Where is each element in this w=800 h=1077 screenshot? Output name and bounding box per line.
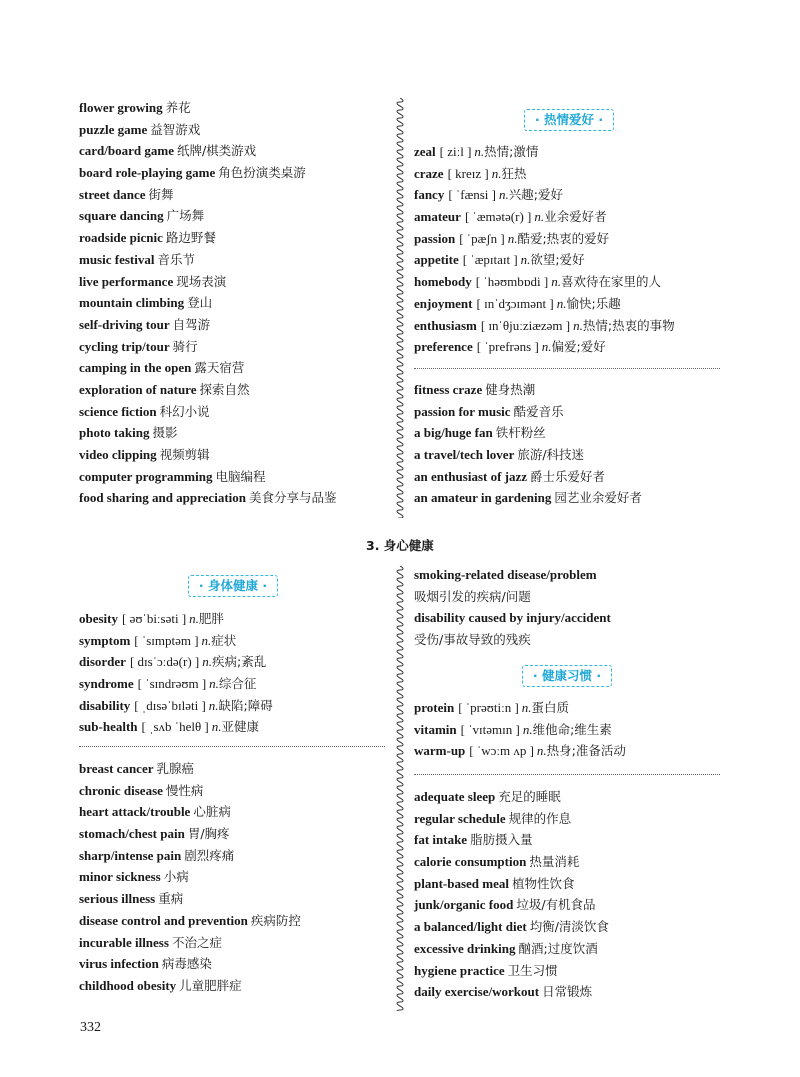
dotted-divider	[414, 774, 720, 775]
phrase-row	[414, 938, 609, 960]
phrase-row	[79, 422, 337, 444]
vocab-meaning: 亚健康	[221, 719, 260, 735]
phrase-zh: 酗酒;过度饮酒	[518, 940, 598, 956]
vocab-word: syndrome	[79, 676, 134, 692]
phrase-zh: 电脑编程	[215, 468, 266, 484]
phrase-zh: 科幻小说	[159, 403, 210, 419]
tag-healthy-habits: · 健康习惯 ·	[522, 665, 612, 687]
phrase-row	[79, 249, 337, 271]
phrase-row	[79, 357, 337, 379]
vocab-meaning: 疾病;紊乱	[212, 654, 267, 670]
phrase-zh: 疾病防控	[250, 912, 301, 928]
vocab-pronunciation: [ kreɪz ]	[447, 165, 489, 181]
phrase-en: a balanced/light diet	[414, 919, 527, 935]
phrase-en: a big/huge fan	[414, 425, 493, 441]
vocab-meaning: 症状	[211, 632, 237, 648]
phrase-row	[414, 786, 609, 808]
vocab-row	[414, 293, 675, 315]
phrase-en: fitness craze	[414, 382, 483, 397]
tag-physical-health: · 身体健康 ·	[188, 575, 278, 597]
phrase-zh: 登山	[187, 295, 213, 311]
phrase-en: square dancing	[79, 208, 164, 224]
vocab-word: vitamin	[414, 721, 457, 737]
dotted-divider	[414, 368, 720, 369]
vocab-word: appetite	[414, 252, 459, 268]
phrase-row	[79, 801, 301, 823]
phrase-zh: 美食分享与品鉴	[249, 490, 337, 506]
phrase-zh: 园艺业余爱好者	[554, 490, 642, 506]
phrase-en: a travel/tech lover	[414, 447, 515, 463]
vocab-pronunciation: [ ˈsɪndrəʊm ]	[137, 676, 207, 692]
phrase-row	[79, 888, 301, 910]
vocab-pronunciation: [ ˌsʌb ˈhelθ ]	[141, 719, 209, 735]
phrase-en: food sharing and appreciation	[79, 490, 246, 506]
vocab-row	[79, 673, 273, 695]
phrase-zh: 自驾游	[172, 316, 211, 332]
phrase-row	[79, 780, 301, 802]
phrase-en: video clipping	[79, 447, 157, 462]
vocab-pos: n.	[201, 632, 212, 648]
vocab-pronunciation: [ ˈsɪmptəm ]	[134, 632, 199, 648]
phrase-row	[414, 466, 642, 488]
phrase-row	[414, 422, 642, 444]
phrase-zh: 充足的睡眠	[498, 789, 561, 804]
phrase-en: daily exercise/workout	[414, 984, 540, 1000]
phrase-en: photo taking	[79, 425, 150, 441]
phrase-row	[414, 829, 609, 851]
phrase-row	[79, 401, 337, 423]
phrase-row	[414, 487, 642, 509]
phrase-zh: 日常锻炼	[542, 984, 593, 1000]
vocab-word: fancy	[414, 187, 445, 203]
phrase-en: exploration of nature	[79, 381, 197, 397]
phrase-row	[79, 932, 301, 954]
phrase-row	[79, 336, 337, 358]
phrase-en: sharp/intense pain	[79, 847, 182, 863]
phrase-row	[79, 758, 301, 780]
vocab-meaning: 热情;激情	[484, 144, 539, 159]
phrase-zh: 旅游/科技迷	[517, 447, 585, 463]
phrase-row	[79, 140, 337, 162]
phrase-row	[79, 444, 337, 466]
phrase-row	[414, 444, 642, 466]
phrase-en: calorie consumption	[414, 854, 527, 870]
phrase-zh: 广场舞	[166, 208, 205, 224]
tag-hobbies: · 热情爱好 ·	[524, 109, 614, 131]
vocab-pronunciation: [ ˈwɔːm ʌp ]	[469, 743, 534, 759]
phrase-row	[414, 960, 609, 982]
wavy-divider-top	[395, 98, 405, 518]
phrase-en: virus infection	[79, 956, 159, 972]
phrase-zh: 剧烈疼痛	[184, 847, 235, 863]
phrase-en: stomach/chest pain	[79, 826, 185, 842]
vocab-pronunciation: [ əʊˈbiːsəti ]	[122, 611, 187, 626]
phrase-zh: 路边野餐	[165, 230, 216, 246]
phrase-zh: 探索自然	[199, 381, 250, 397]
disease-phrase-list	[79, 758, 301, 997]
vocab-word: symptom	[79, 632, 131, 648]
phrase-row-zh	[414, 586, 611, 608]
phrase-zh: 摄影	[152, 425, 178, 441]
phrase-row	[79, 823, 301, 845]
phrase-en: board role-playing game	[79, 165, 216, 181]
phrase-row	[79, 975, 301, 997]
vocab-row	[414, 740, 626, 762]
phrase-zh: 垃圾/有机食品	[516, 897, 596, 913]
vocab-word: amateur	[414, 209, 461, 225]
vocab-word: enjoyment	[414, 295, 473, 311]
phrase-en: cycling trip/tour	[79, 338, 170, 354]
vocab-meaning: 喜欢待在家里的人	[560, 274, 661, 290]
phrase-en: computer programming	[79, 468, 213, 484]
phrase-en: an enthusiast of jazz	[414, 468, 528, 484]
vocab-pos: n.	[520, 252, 531, 268]
phrase-row	[79, 845, 301, 867]
vocab-row	[414, 141, 675, 163]
phrase-en: hygiene practice	[414, 962, 505, 978]
phrase-en: live performance	[79, 273, 174, 289]
vocab-row	[414, 336, 675, 358]
phrase-row	[414, 607, 611, 629]
phrase-zh: 不治之症	[171, 934, 222, 950]
page-number: 332	[80, 1020, 101, 1035]
vocab-pronunciation: [ ˈæmətə(r) ]	[464, 209, 532, 225]
vocab-meaning: 肥胖	[198, 611, 224, 626]
vocab-pronunciation: [ ˈhəʊmbɒdi ]	[475, 274, 549, 290]
vocab-row	[414, 315, 675, 337]
vocab-row	[79, 608, 273, 630]
habit-vocab-list	[414, 697, 626, 762]
vocab-row	[79, 651, 273, 673]
phrase-zh: 养花	[165, 100, 191, 115]
vocab-pronunciation: [ ˈprəʊtiːn ]	[458, 700, 519, 715]
vocab-pronunciation: [ ziːl ]	[439, 144, 472, 159]
vocab-pos: n.	[534, 209, 545, 225]
phrase-zh: 儿童肥胖症	[179, 977, 242, 993]
vocab-pronunciation: [ ˈprefrəns ]	[476, 339, 539, 355]
phrase-en: minor sickness	[79, 869, 161, 885]
phrase-en: smoking-related disease/problem	[414, 567, 597, 582]
vocab-meaning: 酷爱;热衷的爱好	[517, 230, 610, 246]
vocab-pos: n.	[551, 274, 561, 290]
vocab-pos: n.	[507, 230, 518, 246]
vocab-pos: n.	[522, 721, 533, 737]
phrase-en: street dance	[79, 186, 146, 202]
vocab-row	[79, 716, 273, 738]
dotted-divider	[79, 746, 385, 747]
phrase-row	[414, 916, 609, 938]
vocab-row	[414, 697, 626, 719]
vocab-pos: n.	[202, 654, 213, 670]
section-title: 3. 身心健康	[366, 538, 434, 553]
phrase-en: adequate sleep	[414, 789, 496, 804]
vocab-word: obesity	[79, 611, 118, 626]
phrase-zh: 热量消耗	[529, 854, 580, 870]
vocab-row	[414, 206, 675, 228]
phrase-zh: 酷爱音乐	[513, 403, 564, 419]
phrase-row	[79, 97, 337, 119]
vocab-word: enthusiasm	[414, 317, 477, 333]
vocab-pos: n.	[209, 676, 219, 692]
phrase-en: junk/organic food	[414, 897, 514, 913]
vocab-word: passion	[414, 230, 456, 246]
phrase-row-zh	[414, 629, 611, 651]
vocab-word: zeal	[414, 144, 436, 159]
phrase-row	[414, 981, 609, 1003]
vocab-pronunciation: [ ˈpæʃn ]	[459, 230, 505, 246]
phrase-row	[79, 162, 337, 184]
phrase-row	[79, 227, 337, 249]
phrase-row	[79, 487, 337, 509]
phrase-row	[79, 119, 337, 141]
wavy-divider-bottom	[395, 566, 405, 1011]
vocab-meaning: 偏爱;爱好	[551, 339, 606, 355]
vocab-pronunciation: [ ˈvɪtəmɪn ]	[460, 721, 520, 737]
phrase-row	[79, 953, 301, 975]
vocab-word: disability	[79, 697, 131, 713]
phrase-zh: 小病	[163, 869, 189, 885]
phrase-en: disability caused by injury/accident	[414, 610, 611, 626]
vocab-word: protein	[414, 700, 455, 715]
phrase-en: camping in the open	[79, 360, 192, 376]
phrase-zh: 受伤/事故导致的残疾	[414, 632, 531, 648]
vocab-row	[414, 719, 626, 741]
phrase-zh: 卫生习惯	[507, 962, 558, 978]
phrase-en: mountain climbing	[79, 295, 185, 311]
phrase-zh: 吸烟引发的疾病/问题	[414, 588, 531, 604]
phrase-en: music festival	[79, 251, 155, 267]
phrase-zh: 乳腺癌	[156, 761, 194, 776]
phrase-zh: 胃/胸疼	[187, 826, 230, 842]
phrase-row	[79, 466, 337, 488]
vocab-row	[414, 271, 675, 293]
phrase-en: childhood obesity	[79, 977, 177, 993]
phrase-zh: 街舞	[148, 186, 174, 202]
phrase-en: an amateur in gardening	[414, 490, 552, 506]
phrase-row	[414, 379, 642, 401]
phrase-en: regular schedule	[414, 810, 506, 826]
phrase-zh: 重病	[158, 891, 184, 907]
phrase-en: breast cancer	[79, 761, 154, 776]
phrase-row	[414, 873, 609, 895]
phrase-zh: 益智游戏	[150, 121, 201, 137]
phrase-row	[414, 894, 609, 916]
vocab-pos: n.	[491, 165, 502, 181]
hobby-phrase-list-2	[414, 379, 642, 509]
hobby-phrase-list	[79, 97, 337, 509]
vocab-pos: n.	[499, 187, 509, 203]
vocab-pos: n.	[474, 144, 485, 159]
vocab-pos: n.	[521, 700, 532, 715]
vocab-row	[414, 163, 675, 185]
vocab-meaning: 蛋白质	[531, 700, 570, 715]
vocab-pos: n.	[211, 719, 222, 735]
vocab-word: disorder	[79, 654, 126, 670]
phrase-row	[79, 379, 337, 401]
phrase-row	[79, 184, 337, 206]
phrase-en: excessive drinking	[414, 940, 516, 956]
vocab-meaning: 热身;准备活动	[546, 743, 626, 759]
phrase-zh: 视频剪辑	[159, 447, 210, 462]
vocab-pos: n.	[541, 339, 552, 355]
vocab-meaning: 业余爱好者	[544, 209, 607, 225]
phrase-en: heart attack/trouble	[79, 804, 191, 820]
phrase-row	[79, 292, 337, 314]
phrase-en: plant-based meal	[414, 875, 509, 891]
phrase-en: card/board game	[79, 143, 174, 159]
phrase-zh: 心脏病	[193, 804, 231, 820]
vocab-meaning: 缺陷;障碍	[218, 697, 273, 713]
vocab-pos: n.	[208, 697, 219, 713]
vocab-pos: n.	[536, 743, 547, 759]
phrase-en: fat intake	[414, 832, 468, 848]
phrase-row	[414, 564, 611, 586]
health-vocab-list	[79, 608, 273, 738]
phrase-en: chronic disease	[79, 782, 163, 798]
vocab-meaning: 维他命;维生素	[532, 721, 612, 737]
vocab-pos: n.	[573, 317, 583, 333]
vocab-meaning: 兴趣;爱好	[508, 187, 563, 203]
phrase-row	[79, 866, 301, 888]
vocab-pos: n.	[189, 611, 199, 626]
vocab-row	[79, 630, 273, 652]
phrase-row	[79, 314, 337, 336]
phrase-en: science fiction	[79, 403, 157, 419]
phrase-en: serious illness	[79, 891, 156, 907]
phrase-zh: 角色扮演类桌游	[218, 165, 306, 181]
vocab-meaning: 欲望;爱好	[530, 252, 585, 268]
hobby-vocab-list	[414, 141, 675, 358]
vocab-meaning: 热情;热衷的事物	[582, 317, 675, 333]
phrase-row	[79, 910, 301, 932]
phrase-zh: 病毒感染	[161, 956, 212, 972]
phrase-row	[414, 401, 642, 423]
phrase-zh: 纸牌/棋类游戏	[176, 143, 257, 159]
phrase-zh: 规律的作息	[508, 810, 572, 826]
vocab-row	[414, 249, 675, 271]
vocab-word: warm-up	[414, 743, 466, 759]
phrase-en: roadside picnic	[79, 230, 163, 246]
vocab-pronunciation: [ ɪnˈdʒɔɪmənt ]	[476, 295, 554, 311]
vocab-pronunciation: [ ˈæpɪtaɪt ]	[462, 252, 518, 268]
phrase-row	[414, 851, 609, 873]
vocab-meaning: 狂热	[501, 165, 527, 181]
vocab-word: craze	[414, 165, 444, 181]
phrase-row	[79, 205, 337, 227]
phrase-en: puzzle game	[79, 121, 148, 137]
phrase-zh: 均衡/清淡饮食	[529, 919, 609, 935]
phrase-zh: 露天宿营	[194, 360, 245, 376]
disease-lead-list	[414, 564, 611, 651]
vocab-pronunciation: [ dɪsˈɔːdə(r) ]	[129, 654, 200, 670]
vocab-row	[414, 228, 675, 250]
phrase-zh: 慢性病	[165, 782, 204, 798]
phrase-en: disease control and prevention	[79, 912, 248, 928]
phrase-zh: 脂肪摄入量	[470, 832, 533, 848]
vocab-word: sub-health	[79, 719, 138, 735]
vocab-pronunciation: [ ɪnˈθjuːziæzəm ]	[480, 317, 571, 333]
phrase-zh: 植物性饮食	[511, 875, 575, 891]
phrase-en: incurable illness	[79, 934, 169, 950]
phrase-en: passion for music	[414, 403, 511, 419]
phrase-zh: 现场表演	[176, 273, 227, 289]
phrase-zh: 爵士乐爱好者	[530, 468, 606, 484]
phrase-row	[414, 808, 609, 830]
phrase-en: flower growing	[79, 100, 163, 115]
vocab-word: homebody	[414, 274, 472, 290]
phrase-en: self-driving tour	[79, 316, 170, 332]
phrase-row	[79, 271, 337, 293]
vocab-row	[79, 695, 273, 717]
phrase-zh: 音乐节	[157, 251, 195, 267]
vocab-pronunciation: [ ˌdɪsəˈbɪləti ]	[134, 697, 206, 713]
phrase-zh: 骑行	[172, 338, 198, 354]
vocab-pronunciation: [ ˈfænsi ]	[448, 187, 497, 203]
phrase-zh: 健身热潮	[485, 382, 536, 397]
vocab-row	[414, 184, 675, 206]
vocab-meaning: 综合征	[218, 676, 257, 692]
vocab-pos: n.	[556, 295, 567, 311]
habit-phrase-list	[414, 786, 609, 1003]
vocab-meaning: 愉快;乐趣	[566, 295, 621, 311]
phrase-zh: 铁杆粉丝	[495, 425, 546, 441]
vocab-word: preference	[414, 339, 473, 355]
